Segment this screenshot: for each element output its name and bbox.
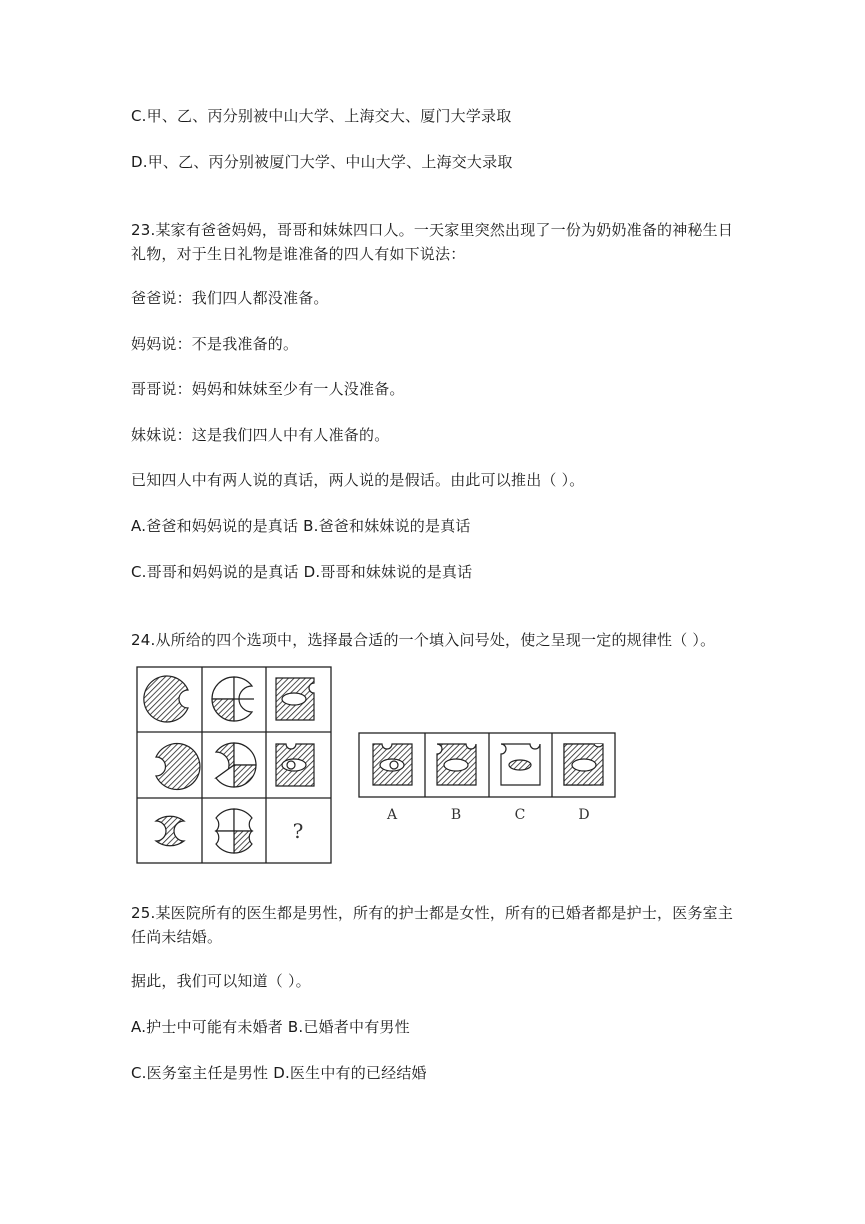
q23-mom-statement: 妈妈说：不是我准备的。 <box>131 335 299 353</box>
option-label-b: B <box>450 807 462 822</box>
q23-dad-statement: 爸爸说：我们四人都没准备。 <box>131 289 329 307</box>
grid-cell-3-1 <box>156 816 184 846</box>
q24-figure-grid <box>136 666 332 864</box>
q23-options-cd: C.哥哥和妈妈说的是真话 D.哥哥和妹妹说的是真话 <box>131 563 473 581</box>
q25-question: 据此，我们可以知道（ ）。 <box>131 972 311 990</box>
grid-cell-2-1 <box>156 744 200 790</box>
q23-options-ab: A.爸爸和妈妈说的是真话 B.爸爸和妹妹说的是真话 <box>131 517 471 535</box>
option-c-figure[interactable] <box>501 744 540 785</box>
option-b-figure[interactable] <box>437 744 476 785</box>
grid-cell-1-1 <box>144 676 188 722</box>
q23-sister-statement: 妹妹说：这是我们四人中有人准备的。 <box>131 426 390 444</box>
option-d-figure[interactable] <box>564 744 603 785</box>
q25-options-ab: A.护士中可能有未婚者 B.已婚者中有男性 <box>131 1018 410 1036</box>
grid-cell-2-2 <box>216 743 256 787</box>
option-label-a: A <box>386 807 398 822</box>
q25-stem-line2: 任尚未结婚。 <box>131 928 223 946</box>
q25-options-cd: C.医务室主任是男性 D.医生中有的已经结婚 <box>131 1064 427 1082</box>
option-label-c: C <box>514 807 526 822</box>
q25-stem-line1: 25.某医院所有的医生都是男性，所有的护士都是女性，所有的已婚者都是护士，医务室主 <box>131 904 734 922</box>
q23-stem-line1: 23.某家有爸爸妈妈，哥哥和妹妹四口人。一天家里突然出现了一份为奶奶准备的神秘生日 <box>131 221 734 239</box>
grid-cell-1-2 <box>212 677 254 721</box>
grid-cell-2-3 <box>276 744 314 786</box>
q24-answer-options <box>358 732 618 822</box>
q23-brother-statement: 哥哥说：妈妈和妹妹至少有一人没准备。 <box>131 380 405 398</box>
q22-option-d: D.甲、乙、丙分别被厦门大学、中山大学、上海交大录取 <box>131 153 513 171</box>
option-a-figure[interactable] <box>373 744 412 785</box>
q23-stem-line2: 礼物，对于生日礼物是谁准备的四人有如下说法： <box>131 245 466 263</box>
grid-cell-3-2 <box>216 809 252 853</box>
grid-cell-1-3 <box>276 678 314 720</box>
q23-question: 已知四人中有两人说的真话，两人说的是假话。由此可以推出（ ）。 <box>131 471 585 489</box>
option-label-d: D <box>578 807 590 822</box>
grid-question-mark: ? <box>292 819 304 843</box>
q22-option-c: C.甲、乙、丙分别被中山大学、上海交大、厦门大学录取 <box>131 107 512 125</box>
q24-stem: 24.从所给的四个选项中，选择最合适的一个填入问号处，使之呈现一定的规律性（ ）。 <box>131 631 716 649</box>
